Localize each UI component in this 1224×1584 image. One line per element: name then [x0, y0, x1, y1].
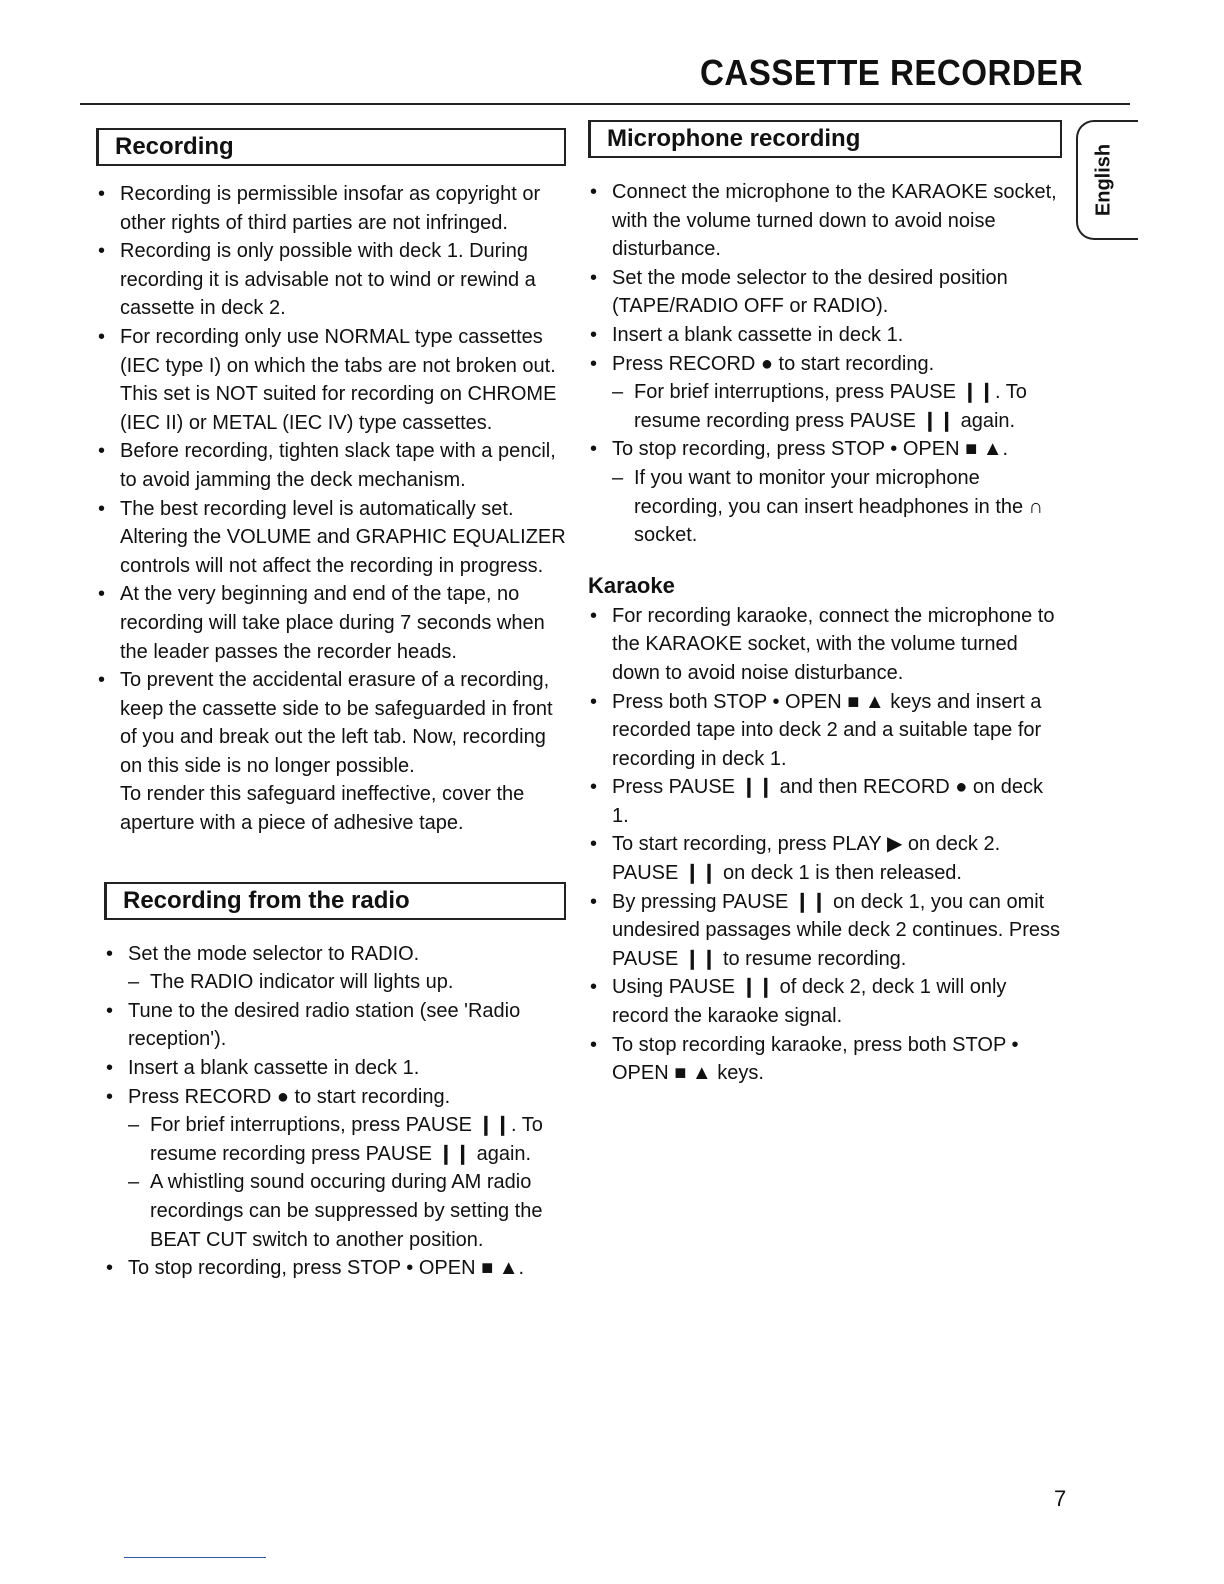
list-item: • The best recording level is automatically set. Altering the VOLUME and GRAPHIC EQUALIZER controls will not affect the recording in progress.	[96, 495, 566, 581]
section-heading-radio: Recording from the radio	[104, 882, 566, 920]
list-subitem: – For brief interruptions, press PAUSE ❙❙. To resume recording press PAUSE ❙❙ again.	[128, 1111, 566, 1168]
list-item: • Insert a blank cassette in deck 1.	[588, 321, 1062, 350]
radio-list	[104, 940, 566, 1283]
list-item-text: • To prevent the accidental erasure of a recording, keep the cassette side to be safeguarded in front of you and break out the left tab. Now, recording on this side is no longer possible.	[120, 669, 553, 777]
list-item: • By pressing PAUSE ❙❙ on deck 1, you can omit undesired passages while deck 2 continues. Press PAUSE ❙❙ to resume recording.	[588, 888, 1062, 974]
list-item: • Before recording, tighten slack tape with a pencil, to avoid jamming the deck mechanism.	[96, 437, 566, 494]
list-item	[588, 350, 1062, 436]
section-karaoke	[588, 572, 1062, 1088]
list-item-continuation: To render this safeguard ineffective, cover the aperture with a piece of adhesive tape.	[120, 783, 525, 835]
microphone-list	[588, 178, 1062, 550]
list-item: • Press PAUSE ❙❙ and then RECORD ● on deck 1.	[588, 773, 1062, 830]
list-item: • At the very beginning and end of the tape, no recording will take place during 7 seconds when the leader passes the recorder heads.	[96, 580, 566, 666]
language-tab-label: English	[1092, 143, 1115, 217]
list-item-text: • To stop recording, press STOP • OPEN ■ ▲.	[612, 438, 1009, 461]
list-item: • Recording is permissible insofar as copyright or other rights of third parties are not infringed.	[96, 180, 566, 237]
list-item-text: • Press RECORD ● to start recording.	[128, 1085, 451, 1108]
list-item	[104, 940, 566, 997]
list-item: • For recording karaoke, connect the microphone to the KARAOKE socket, with the volume turned down to avoid noise disturbance.	[588, 602, 1062, 688]
section-microphone	[588, 120, 1062, 550]
list-item-text: • Press RECORD ● to start recording.	[612, 352, 935, 375]
list-item: • Press both STOP • OPEN ■ ▲ keys and insert a recorded tape into deck 2 and a suitable tape for recording in deck 1.	[588, 688, 1062, 774]
list-item: • Insert a blank cassette in deck 1.	[104, 1054, 566, 1083]
list-item	[588, 435, 1062, 549]
list-subitem: – The RADIO indicator will lights up.	[128, 968, 566, 997]
list-item: • Set the mode selector to the desired position (TAPE/RADIO OFF or RADIO).	[588, 264, 1062, 321]
language-tab	[1076, 120, 1138, 240]
list-subitem: – For brief interruptions, press PAUSE ❙❙. To resume recording press PAUSE ❙❙ again.	[612, 378, 1062, 435]
list-item: • To stop recording karaoke, press both STOP • OPEN ■ ▲ keys.	[588, 1031, 1062, 1088]
list-item	[96, 666, 566, 838]
list-item	[104, 1083, 566, 1255]
list-item: • Using PAUSE ❙❙ of deck 2, deck 1 will only record the karaoke signal.	[588, 973, 1062, 1030]
section-radio	[96, 882, 566, 1283]
right-column	[588, 120, 1062, 1124]
section-recording	[96, 128, 566, 838]
list-subitem: – If you want to monitor your microphone recording, you can insert headphones in the ∩ socket.	[612, 464, 1062, 550]
karaoke-list	[588, 602, 1062, 1088]
karaoke-heading: Karaoke	[588, 572, 675, 598]
page-title: CASSETTE RECORDER	[700, 52, 1084, 93]
left-column	[96, 128, 566, 1319]
list-item: • To start recording, press PLAY ▶ on deck 2. PAUSE ❙❙ on deck 1 is then released.	[588, 830, 1062, 887]
section-heading-microphone: Microphone recording	[588, 120, 1062, 158]
recording-list	[96, 180, 566, 838]
list-subitem: – A whistling sound occuring during AM radio recordings can be suppressed by setting the BEAT CUT switch to another position.	[128, 1168, 566, 1254]
list-item: • Recording is only possible with deck 1. During recording it is advisable not to wind or rewind a cassette in deck 2.	[96, 237, 566, 323]
list-item: • To stop recording, press STOP • OPEN ■ ▲.	[104, 1254, 566, 1283]
list-item-text: • Set the mode selector to RADIO.	[128, 942, 420, 965]
list-item: • Connect the microphone to the KARAOKE socket, with the volume turned down to avoid noise disturbance.	[588, 178, 1062, 264]
page-number: 7	[1054, 1486, 1067, 1511]
footer-rule	[124, 1557, 266, 1558]
list-item: • Tune to the desired radio station (see 'Radio reception').	[104, 997, 566, 1054]
list-item: • For recording only use NORMAL type cassettes (IEC type I) on which the tabs are not broken out. This set is NOT suited for recording on CHROME (IEC II) or METAL (IEC IV) type cassettes.	[96, 323, 566, 437]
section-heading-recording: Recording	[96, 128, 566, 166]
header-rule	[80, 103, 1130, 105]
